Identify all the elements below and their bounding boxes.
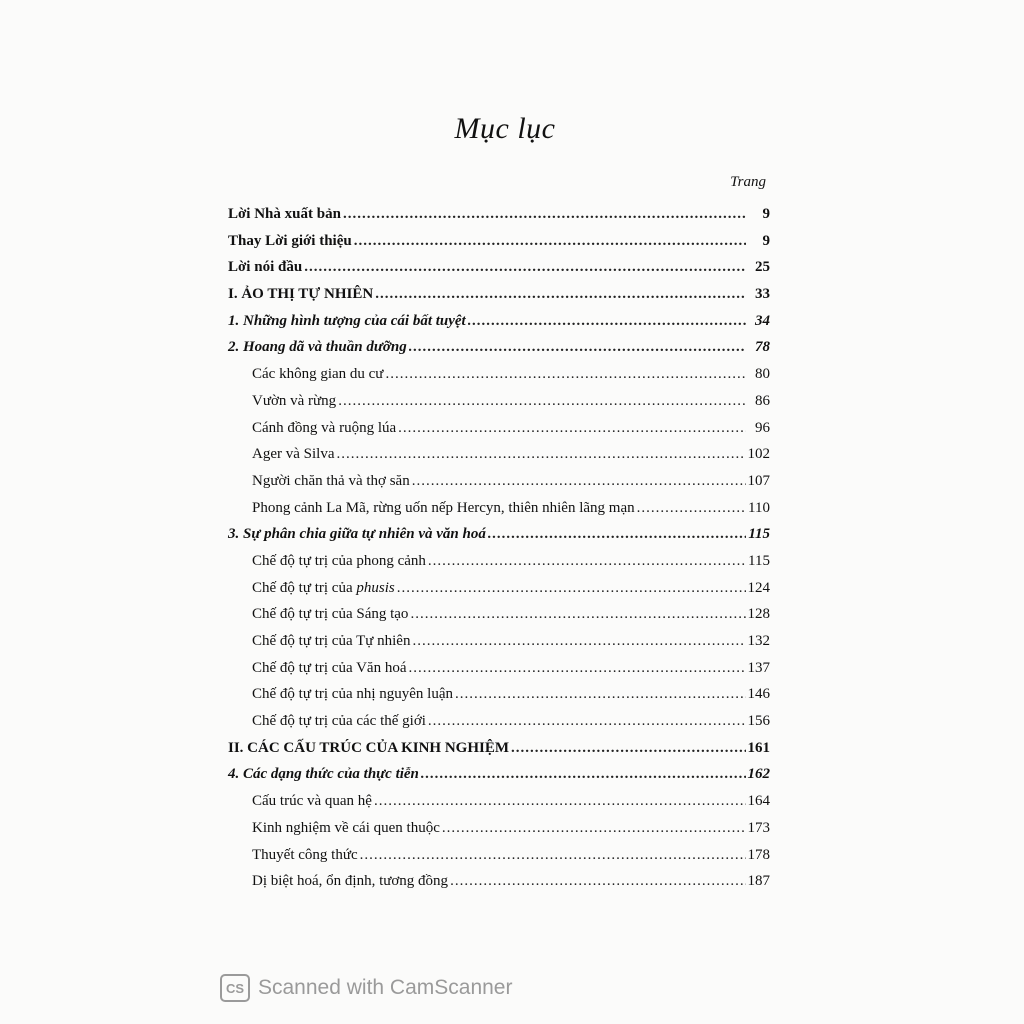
toc-entry-page: 156 <box>747 713 770 730</box>
toc-entry-label: Dị biệt hoá, ổn định, tương đồng <box>252 873 449 890</box>
toc-entry-page: 187 <box>747 873 770 890</box>
toc-entry-page: 178 <box>747 846 770 863</box>
dot-leader <box>412 473 746 490</box>
toc-entry-page: 96 <box>755 419 770 436</box>
toc-entry-page: 107 <box>747 472 770 489</box>
toc-entry-label: Phong cảnh La Mã, rừng uốn nếp Hercyn, thiên nhiên lãng mạn <box>252 499 635 516</box>
dot-leader <box>385 366 746 383</box>
dot-leader <box>421 766 746 783</box>
toc-entry-label: Chế độ tự trị của phusis <box>252 579 395 596</box>
toc-entry <box>228 740 770 767</box>
toc-entry-page: 102 <box>747 446 770 463</box>
toc-entry-page: 115 <box>748 526 770 543</box>
dot-leader <box>343 206 746 223</box>
dot-leader <box>428 713 746 730</box>
toc-entry-label: Thay Lời giới thiệu <box>228 232 352 249</box>
toc-entry-label: Chế độ tự trị của Văn hoá <box>252 659 407 676</box>
dot-leader <box>409 339 746 356</box>
toc-entry-page: 128 <box>747 606 770 623</box>
toc-entry-page: 86 <box>755 392 770 409</box>
toc-entry <box>228 313 770 340</box>
toc-entry <box>228 633 770 660</box>
toc-entry-label: Vườn và rừng <box>252 392 337 409</box>
toc-entry-label: Các không gian du cư <box>252 366 384 383</box>
toc-entry-label: Cấu trúc và quan hệ <box>252 793 372 810</box>
dot-leader <box>397 580 746 597</box>
toc-entry-page: 78 <box>755 339 770 356</box>
toc-entry <box>228 660 770 687</box>
page-column-header: Trang <box>730 174 766 190</box>
italic-term: phusis <box>356 579 395 596</box>
dot-leader <box>450 873 745 890</box>
toc-entry-label: Cánh đồng và ruộng lúa <box>252 419 397 436</box>
toc-entry <box>228 847 770 874</box>
dot-leader <box>412 633 745 650</box>
camscanner-logo-icon: CS <box>220 974 250 1002</box>
toc-entry-label: 2. Hoang dã và thuần dưỡng <box>228 339 407 356</box>
toc-entry <box>228 206 770 233</box>
dot-leader <box>442 820 746 837</box>
toc-entry <box>228 473 770 500</box>
dot-leader <box>398 420 746 437</box>
toc-entry-label: Người chăn thả và thợ săn <box>252 472 410 489</box>
dot-leader <box>428 553 746 570</box>
dot-leader <box>304 259 746 276</box>
dot-leader <box>408 660 745 677</box>
toc-entry <box>228 580 770 607</box>
toc-entry <box>228 873 770 900</box>
toc-entry-label: II. CÁC CẤU TRÚC CỦA KINH NGHIỆM <box>228 739 509 756</box>
toc-entry-label: I. ẢO THỊ TỰ NHIÊN <box>228 286 374 303</box>
dot-leader <box>354 233 746 250</box>
toc-entry-label: Thuyết công thức <box>252 846 358 863</box>
toc-entry <box>228 820 770 847</box>
toc-entry <box>228 793 770 820</box>
dot-leader <box>410 606 745 623</box>
toc-entry <box>228 526 770 553</box>
toc-entry <box>228 446 770 473</box>
dot-leader <box>338 393 746 410</box>
toc-entry-page: 124 <box>747 579 770 596</box>
toc-entry-label: Chế độ tự trị của các thế giới <box>252 713 426 730</box>
toc-entry-page: 162 <box>747 766 770 783</box>
toc-entry-label: Chế độ tự trị của Tự nhiên <box>252 633 411 649</box>
toc-entry <box>228 286 770 313</box>
dot-leader <box>488 526 746 543</box>
toc-entry <box>228 766 770 793</box>
toc-entry <box>228 393 770 420</box>
dot-leader <box>374 793 746 810</box>
toc-entry-page: 146 <box>747 686 770 703</box>
toc-entry-label: Chế độ tự trị của nhị nguyên luận <box>252 686 454 703</box>
toc-entry <box>228 686 770 713</box>
dot-leader <box>375 286 746 303</box>
page-title: Mục lục <box>454 112 556 145</box>
toc-entry <box>228 606 770 633</box>
toc-entry-label: Kinh nghiệm về cái quen thuộc <box>252 819 440 836</box>
toc-entry-page: 33 <box>755 286 770 303</box>
watermark-text: Scanned with CamScanner <box>258 976 513 999</box>
toc-entry-label: Chế độ tự trị của Sáng tạo <box>252 606 409 623</box>
toc-entry-page: 80 <box>755 366 770 383</box>
toc-entry-page: 9 <box>762 206 770 222</box>
toc-entry-page: 110 <box>748 499 770 516</box>
toc-entry-page: 34 <box>755 312 770 329</box>
dot-leader <box>360 847 746 864</box>
toc-entry-page: 115 <box>748 552 770 569</box>
toc-entry-page: 25 <box>755 259 770 276</box>
dot-leader <box>455 686 745 703</box>
toc-entry-page: 164 <box>747 793 770 810</box>
toc-entry-label: Lời Nhà xuất bản <box>228 206 341 222</box>
toc-entry-label: Chế độ tự trị của phong cảnh <box>252 552 426 569</box>
toc-entry-page: 137 <box>747 659 770 676</box>
toc-entry <box>228 713 770 740</box>
dot-leader <box>637 500 746 517</box>
table-of-contents <box>228 206 770 900</box>
toc-entry <box>228 366 770 393</box>
toc-entry <box>228 420 770 447</box>
toc-entry <box>228 259 770 286</box>
dot-leader <box>336 446 745 463</box>
dot-leader <box>511 740 746 757</box>
toc-entry-label: 4. Các dạng thức của thực tiễn <box>228 766 419 783</box>
toc-entry-label: Lời nói đầu <box>228 259 303 276</box>
camscanner-watermark <box>220 974 512 1002</box>
dot-leader <box>468 313 746 330</box>
toc-entry <box>228 553 770 580</box>
toc-entry-page: 161 <box>747 739 770 756</box>
toc-entry-page: 173 <box>747 819 770 836</box>
toc-entry <box>228 500 770 527</box>
toc-entry <box>228 233 770 260</box>
toc-entry-label: Ager và Silva <box>252 446 335 463</box>
toc-entry-page: 9 <box>762 232 770 249</box>
toc-entry-label: 3. Sự phân chia giữa tự nhiên và văn hoá <box>228 526 486 543</box>
toc-entry <box>228 339 770 366</box>
toc-entry-page: 132 <box>747 633 770 649</box>
toc-entry-label: 1. Những hình tượng của cái bất tuyệt <box>228 312 466 329</box>
